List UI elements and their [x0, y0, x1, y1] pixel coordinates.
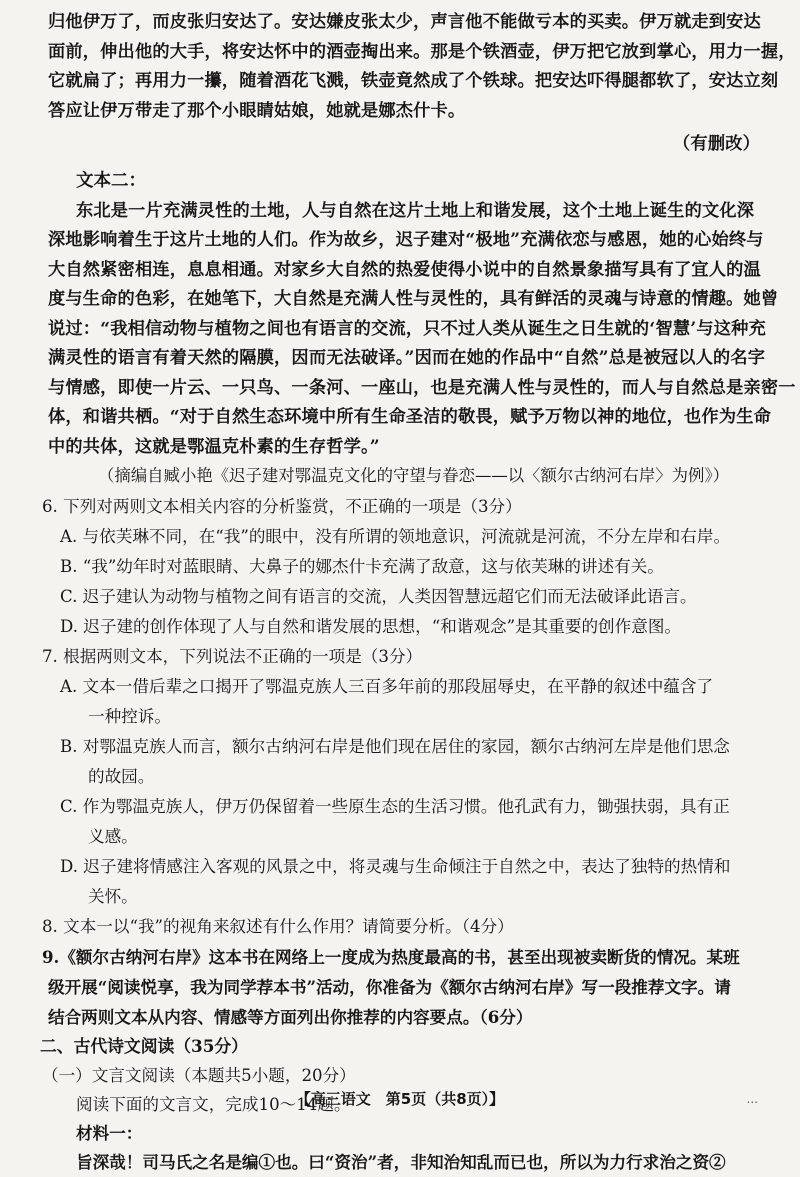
page-footer: 【高三语文 第5页（共8页）】: [295, 1090, 505, 1108]
text2-section: [48, 166, 796, 491]
option-b: [48, 732, 766, 792]
text-line: 大自然紧密相连，息息相通。对家乡大自然的热爱使得小说中的自然景象描写具有了宜人的温: [48, 259, 761, 280]
question-6: [42, 492, 766, 642]
text-line: 体，和谐共栖。“对于自然生态环境中所有生命圣洁的敬畏，赋予万物以神的地位，也作为生命: [48, 407, 771, 427]
text-line: 度与生命的色彩，在她笔下，大自然是充满人性与灵性的，具有鲜活的灵魂与诗意的情趣。她曾: [48, 289, 779, 309]
option-c: [48, 792, 766, 852]
question-line: 级开展“阅读悦享，我为同学荐本书”活动，你准备为《额尔古纳河右岸》写一段推荐文字。请: [48, 977, 731, 997]
option-c: C. 迟子建认为动物与植物之间有语言的交流，人类因智慧远超它们而无法破译此语言。: [60, 587, 697, 606]
option-line: A. 文本一借后辈之口揭开了鄂温克族人三百多年前的那段屈辱史，在平静的叙述中蕴含了: [60, 677, 714, 696]
question-stem: 7. 根据两则文本，下列说法不正确的一项是（3分）: [42, 647, 423, 666]
text2-source: （摘编自臧小艳《迟子建对鄂温克文化的守望与眷恋——以〈额尔古纳河右岸〉为例》）: [98, 466, 730, 485]
text-line: 满灵性的语言有着天然的隔膜，因而无法破译。”因而在她的作品中“自然”总是被冠以人的名字: [48, 348, 766, 368]
instruction: 阅读下面的文言文，完成10～14题。: [76, 1095, 351, 1114]
section-title: 二、古代诗文阅读（35分）: [40, 1036, 248, 1056]
text-line: 中的共体，这就是鄂温克朴素的生存哲学。”: [48, 436, 380, 457]
option-d: D. 迟子建的创作体现了人与自然和谐发展的思想，“和谐观念”是其重要的创作意图。: [60, 617, 682, 636]
text-line: 它就扁了；再用力一攥，随着酒花飞溅，铁壶竟然成了个铁球。把安达吓得腿都软了，安达立刻: [48, 71, 779, 91]
option-line: B. 对鄂温克族人而言，额尔古纳河右岸是他们现在居住的家园，额尔古纳河左岸是他们思念: [60, 737, 730, 756]
question-stem: 6. 下列对两则文本相关内容的分析鉴赏，不正确的一项是（3分）: [42, 497, 522, 516]
footer-mark: ...: [746, 1092, 758, 1106]
option-d: [48, 852, 766, 912]
text1-ending: [48, 8, 796, 160]
text-line: 与情感，即使一片云、一只鸟、一条河、一座山，也是充满人性与灵性的，而人与自然总是亲密一: [48, 377, 796, 398]
option-line: C. 作为鄂温克族人，伊万仍保留着一些原生态的生活习惯。他孔武有力，锄强扶弱，具有正: [60, 797, 730, 816]
question-9: [42, 942, 766, 1032]
text2-paragraph: [48, 197, 796, 463]
material-label: 材料一：: [76, 1123, 143, 1143]
text-line: 说过：“我相信动物与植物之间也有语言的交流，只不过人类从诞生之日生就的‘智慧’与这种充: [48, 318, 766, 339]
text-line: 归他伊万了，而皮张归安达了。安达嫌皮张太少，声言他不能做亏本的买卖。伊万就走到安达: [48, 12, 761, 32]
question-line: 结合两则文本从内容、情感等方面列出你推荐的内容要点。（6分）: [48, 1007, 533, 1027]
question-line: 9.《额尔古纳河右岸》这本书在网络上一度成为热度最高的书，甚至出现被卖断货的情况。某班: [42, 947, 740, 967]
text-line: 东北是一片充满灵性的土地，人与自然在这片土地上和谐发展，这个土地上诞生的文化深: [76, 200, 755, 221]
option-line: D. 迟子建将情感注入客观的风景之中，将灵魂与生命倾注于自然之中，表达了独特的热情和: [60, 857, 731, 876]
text-line: 深地影响着生于这片土地的人们。作为故乡，迟子建对“极地”充满依恋与感恩，她的心始终与: [48, 230, 764, 250]
text2-title: 文本二：: [76, 170, 146, 191]
option-a: [48, 672, 766, 732]
question-8: 8. 文本一以“我”的视角来叙述有什么作用？请简要分析。（4分）: [42, 917, 514, 936]
option-b: B. “我”幼年时对蓝眼睛、大鼻子的娜杰什卡充满了敌意，这与依芙琳的讲述有关。: [60, 557, 664, 576]
option-continuation: 义感。: [88, 827, 138, 846]
classical-text: 旨深哉！司马氏之名是编①也。曰“资治”者，非知治知乱而已也，所以为力行求治之资②: [76, 1152, 726, 1172]
text-line: 面前，伸出他的大手，将安达怀中的酒壶掏出来。那是个铁酒壶，伊万把它放到掌心，用力一握，: [48, 41, 796, 62]
text-line: 答应让伊万带走了那个小眼睛姑娘，她就是娜杰什卡。: [48, 100, 466, 121]
option-a: A. 与依芙琳不同，在“我”的眼中，没有所谓的领地意识，河流就是河流，不分左岸和右岸。: [60, 527, 731, 546]
question-7: [42, 642, 766, 912]
subsection-title: （一）文言文阅读（本题共5小题，20分）: [42, 1066, 356, 1085]
edit-note: （有删改）: [673, 134, 760, 154]
option-continuation: 的故园。: [88, 767, 155, 786]
option-continuation: 一种控诉。: [88, 707, 171, 726]
option-continuation: 关怀。: [88, 887, 138, 906]
